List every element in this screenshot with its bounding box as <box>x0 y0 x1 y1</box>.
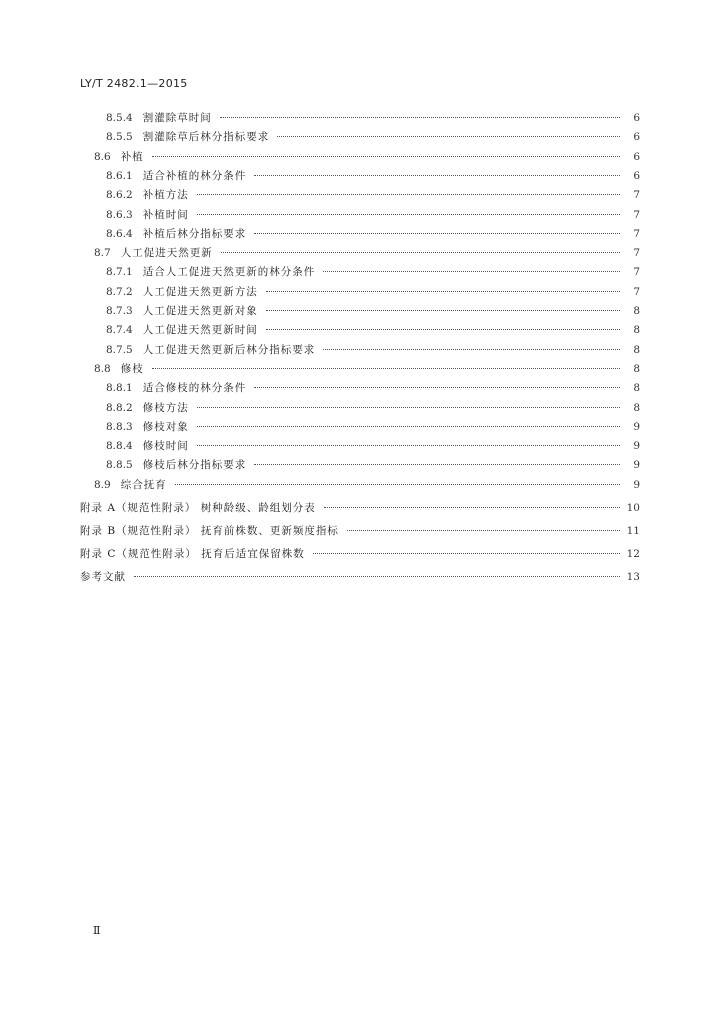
toc-entry-number: 8.7.2 <box>106 285 133 298</box>
toc-leader-dots <box>277 135 620 137</box>
toc-leader-dots <box>197 193 620 195</box>
toc-entry-title: 附录 B（规范性附录） 抚育前株数、更新频度指标 <box>80 524 339 537</box>
toc-entry-number: 8.8.1 <box>106 382 133 395</box>
toc-leader-dots <box>323 270 620 272</box>
toc-entry[interactable] <box>106 302 640 320</box>
toc-entry[interactable] <box>106 418 640 436</box>
toc-leader-dots <box>347 529 620 531</box>
toc-entry[interactable] <box>106 399 640 417</box>
toc-entry-title: 修枝 <box>120 362 144 375</box>
toc-entry-page: 9 <box>633 459 640 472</box>
toc-entry-number: 8.6.4 <box>106 227 133 240</box>
toc-entry-title: 适合修枝的林分条件 <box>142 382 247 395</box>
toc-entry[interactable] <box>94 476 640 494</box>
toc-entry-page: 7 <box>633 189 640 202</box>
toc-entry-page: 6 <box>633 131 640 144</box>
toc-entry-page: 7 <box>633 266 640 279</box>
toc-leader-dots <box>220 116 620 118</box>
toc-leader-dots <box>254 174 620 176</box>
toc-entry-title: 割灌除草后林分指标要求 <box>142 131 270 144</box>
toc-entry-number: 8.8 <box>94 362 111 375</box>
toc-entry[interactable] <box>94 244 640 262</box>
toc-entry-number: 8.6 <box>94 150 111 163</box>
toc-entry-title: 适合人工促进天然更新的林分条件 <box>142 266 316 279</box>
toc-entry-title: 人工促进天然更新时间 <box>142 324 258 337</box>
toc-leader-dots <box>266 309 620 311</box>
toc-entry-page: 7 <box>633 208 640 221</box>
toc-entry-title: 修枝后林分指标要求 <box>142 459 247 472</box>
toc-entry-page: 6 <box>633 112 640 124</box>
toc-entry-page: 8 <box>633 382 640 395</box>
toc-leader-dots <box>134 575 620 577</box>
toc-entry-number: 8.6.3 <box>106 208 133 221</box>
toc-entry[interactable] <box>106 206 640 224</box>
toc-entry-number: 8.5.4 <box>106 112 133 124</box>
toc-entry-number: 8.8.4 <box>106 440 133 453</box>
toc-entry-page: 11 <box>626 524 640 537</box>
toc-leader-dots <box>323 348 620 350</box>
toc-entry-title: 补植时间 <box>142 208 189 221</box>
toc-entry-title: 修枝时间 <box>142 440 189 453</box>
standard-number-header: LY/T 2482.1—2015 <box>80 77 188 90</box>
toc-entry-page: 12 <box>626 547 640 560</box>
toc-entry-number: 8.8.3 <box>106 420 133 433</box>
toc-leader-dots <box>197 425 620 427</box>
toc-leader-dots <box>266 290 620 292</box>
toc-entry-title: 适合补植的林分条件 <box>142 169 247 182</box>
toc-entry-title: 修枝对象 <box>142 420 189 433</box>
toc-entry-title: 补植后林分指标要求 <box>142 227 247 240</box>
toc-leader-dots <box>197 444 620 446</box>
toc-leader-dots <box>254 386 620 388</box>
toc-entry[interactable] <box>106 379 640 397</box>
toc-leader-dots <box>175 483 620 485</box>
toc-entry[interactable] <box>106 263 640 281</box>
toc-entry-page: 6 <box>633 169 640 182</box>
toc-entry[interactable] <box>106 321 640 339</box>
toc-entry-number: 8.9 <box>94 478 111 491</box>
toc-entry-number: 8.5.5 <box>106 131 133 144</box>
toc-entry-page: 7 <box>633 227 640 240</box>
toc-leader-dots <box>152 155 620 157</box>
toc-entry-page: 9 <box>633 440 640 453</box>
toc-entry-number: 8.7.4 <box>106 324 133 337</box>
toc-leader-dots <box>197 406 620 408</box>
toc-entry[interactable] <box>106 341 640 359</box>
toc-entry[interactable] <box>106 437 640 455</box>
toc-entry-page: 8 <box>633 401 640 414</box>
toc-entry-title: 人工促进天然更新方法 <box>142 285 258 298</box>
toc-entry[interactable] <box>106 167 640 185</box>
toc-entry-title: 补植 <box>120 150 144 163</box>
toc-entry-number: 8.7 <box>94 247 111 260</box>
toc-entry-number: 8.8.2 <box>106 401 133 414</box>
toc-leader-dots <box>254 232 620 234</box>
toc-entry-number: 8.6.1 <box>106 169 133 182</box>
toc-entry[interactable] <box>80 499 640 517</box>
toc-entry[interactable] <box>106 283 640 301</box>
toc-entry[interactable] <box>80 545 640 563</box>
toc-entry-page: 8 <box>633 343 640 356</box>
toc-entry-page: 6 <box>633 150 640 163</box>
toc-entry-title: 割灌除草时间 <box>142 112 212 124</box>
toc-entry-title: 附录 C（规范性附录） 抚育后适宜保留株数 <box>80 547 305 560</box>
toc-entry-page: 8 <box>633 362 640 375</box>
toc-leader-dots <box>254 463 620 465</box>
toc-entry-page: 8 <box>633 324 640 337</box>
toc-entry[interactable] <box>106 109 640 127</box>
toc-leader-dots <box>221 251 620 253</box>
toc-entry[interactable] <box>80 522 640 540</box>
toc-entry-title: 修枝方法 <box>142 401 189 414</box>
toc-entry-page: 7 <box>633 247 640 260</box>
toc-entry-title: 附录 A（规范性附录） 树种龄级、龄组划分表 <box>80 501 316 514</box>
toc-entry[interactable] <box>106 128 640 146</box>
toc-entry[interactable] <box>80 568 640 586</box>
toc-entry[interactable] <box>106 225 640 243</box>
toc-entry-number: 8.7.5 <box>106 343 133 356</box>
toc-entry-number: 8.6.2 <box>106 189 133 202</box>
toc-entry-number: 8.7.1 <box>106 266 133 279</box>
toc-entry[interactable] <box>106 456 640 474</box>
toc-leader-dots <box>197 213 620 215</box>
toc-entry-title: 补植方法 <box>142 189 189 202</box>
toc-entry-number: 8.7.3 <box>106 305 133 317</box>
toc-leader-dots <box>266 328 620 330</box>
toc-entry[interactable] <box>106 186 640 204</box>
toc-entry-page: 9 <box>633 420 640 433</box>
toc-entry-title: 人工促进天然更新 <box>120 247 213 260</box>
toc-entry-title: 人工促进天然更新对象 <box>142 305 258 317</box>
toc-leader-dots <box>313 552 620 554</box>
toc-entry-page: 10 <box>626 501 640 514</box>
toc-leader-dots <box>324 506 620 508</box>
toc-entry[interactable] <box>94 360 640 378</box>
toc-entry-page: 9 <box>633 478 640 491</box>
toc-entry-title: 参考文献 <box>80 570 126 583</box>
toc-entry-page: 8 <box>633 305 640 317</box>
toc-entry-page: 7 <box>633 285 640 298</box>
toc-entry[interactable] <box>94 148 640 166</box>
toc-entry-title: 综合抚育 <box>120 478 167 491</box>
page-number: Ⅱ <box>93 924 101 937</box>
toc-entry-number: 8.8.5 <box>106 459 133 472</box>
toc-entry-title: 人工促进天然更新后林分指标要求 <box>142 343 316 356</box>
toc-entry-page: 13 <box>626 570 640 583</box>
toc-leader-dots <box>152 367 620 369</box>
